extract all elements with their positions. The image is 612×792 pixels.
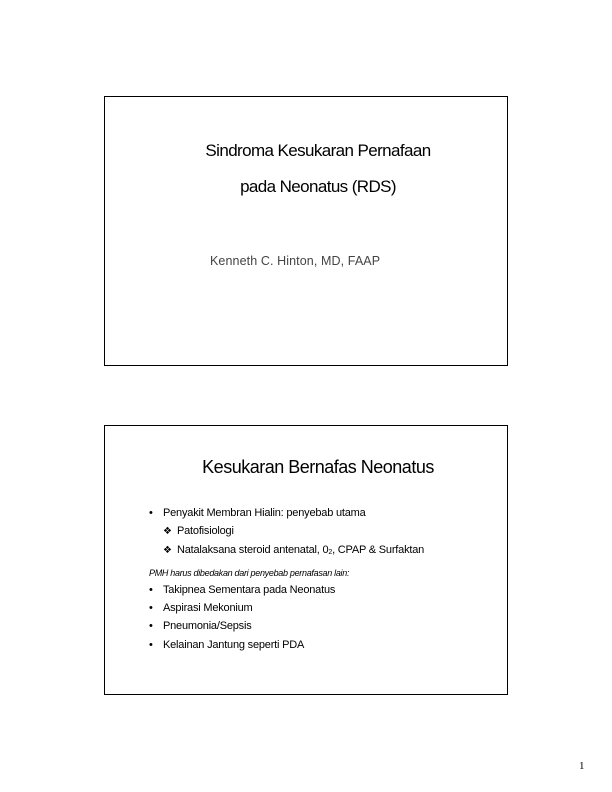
list-item: • Takipnea Sementara pada Neonatus [163,584,335,596]
subscript-2: 2 [328,549,333,556]
sub-item-label: Natalaksana steroid antenatal, 0 [177,544,329,556]
differential-note: PMH harus dibedakan dari penyebab pernafasan lain: [149,568,350,578]
sub-item [163,525,234,537]
list-item: • Pneumonia/Sepsis [163,620,252,632]
author-line: Kenneth C. Hinton, MD, FAAP [210,254,381,268]
slide-1-title-line-1: Sindroma Kesukaran Pernafaan [205,141,431,160]
slide-2-title: Kesukaran Bernafas Neonatus [202,457,434,477]
diamond-bullet-icon: ❖ [163,545,172,556]
sub-item-label-cont: , CPAP & Surfaktan [332,544,425,556]
list-item: • Kelainan Jantung seperti PDA [163,639,304,651]
main-bullet: • Penyakit Membran Hialin: penyebab utama [163,507,366,519]
slide-1-title-line-2: pada Neonatus (RDS) [240,177,396,196]
slide-1 [104,96,508,366]
sub-item-label: Patofisiologi [177,525,234,537]
slide-2 [104,425,508,695]
diamond-bullet-icon: ❖ [163,526,172,537]
page-number: 1 [579,760,585,772]
list-item: • Aspirasi Mekonium [163,602,253,614]
sub-item [163,544,424,556]
